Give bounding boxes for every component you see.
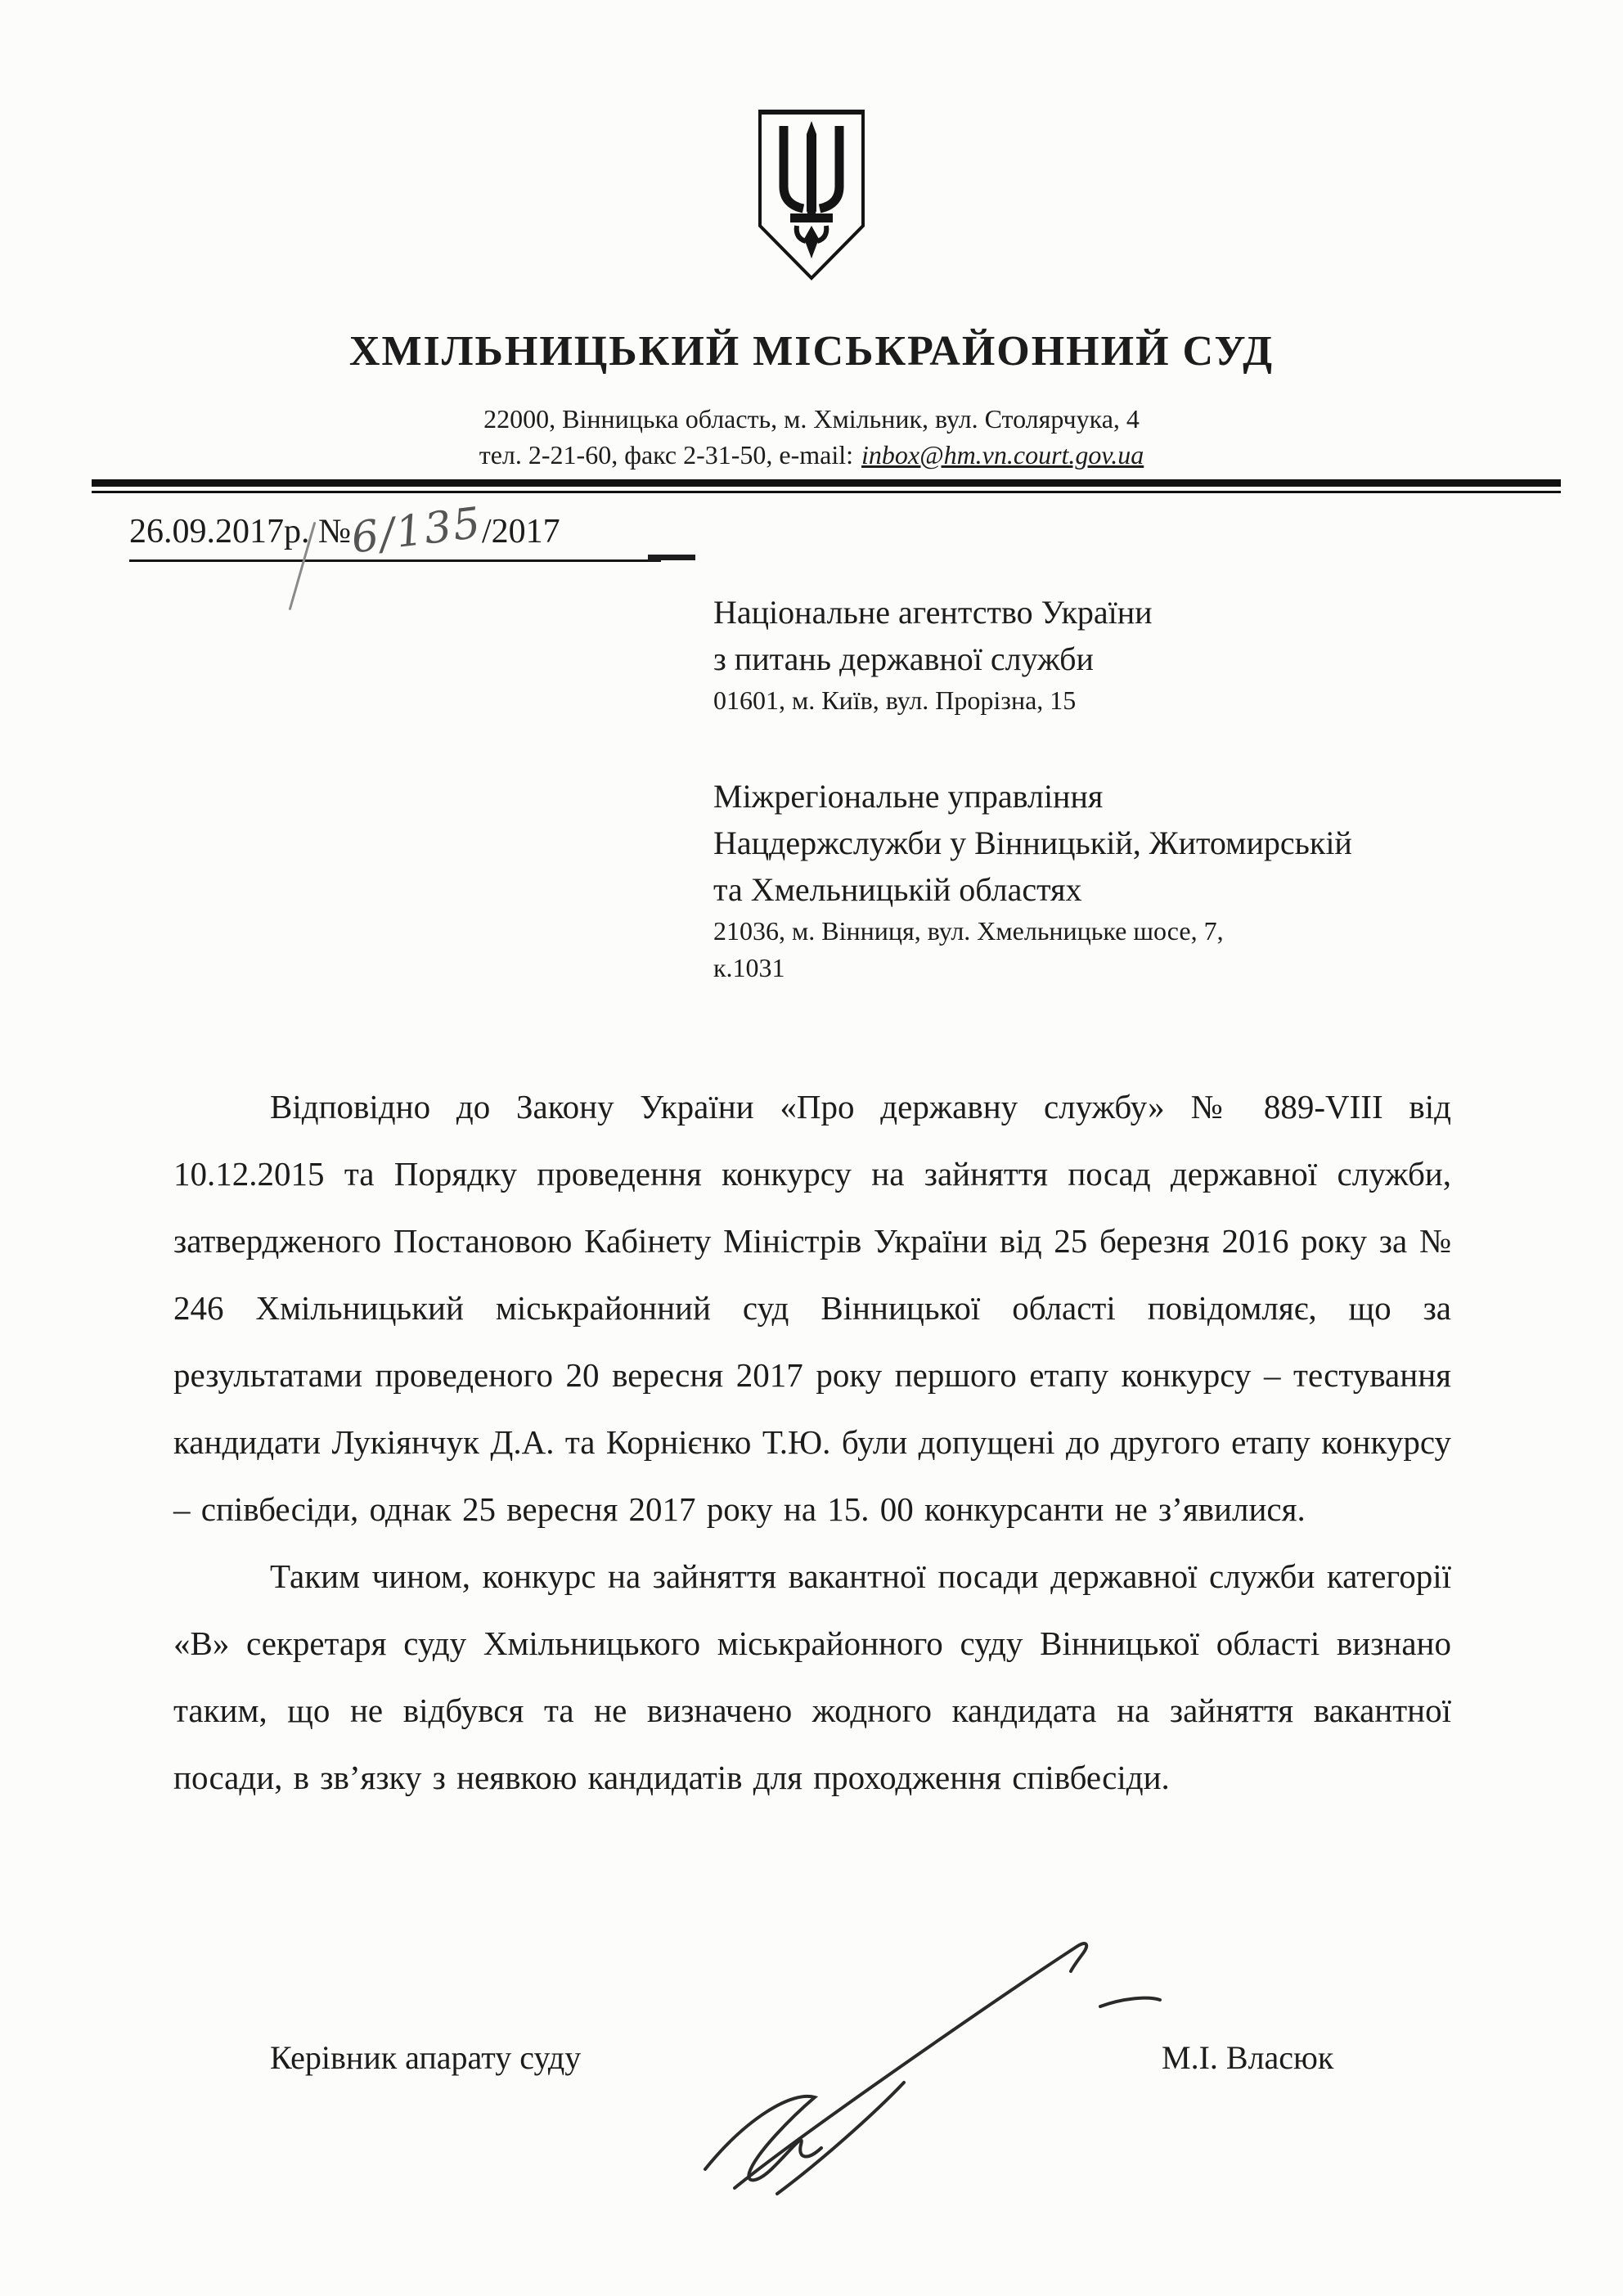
reference-year: /2017	[481, 513, 560, 550]
reference-date: 26.09.2017р. №	[129, 513, 352, 550]
body-paragraph-2: Таким чином, конкурс на зайняття вакантної посади державної служби категорії «В» секретаря суду Хмільницького міськрайонного суду Вінницької області визнано таким, що не відбувся та не визначено жодного кандидата на зайняття вакантної посади, в зв’язку з неявкою кандидатів для проходження співбесіди.	[173, 1557, 1451, 1796]
ukraine-trident-emblem-icon	[754, 106, 869, 283]
signatory-position: Керівник апарату суду	[270, 2039, 582, 2076]
recipient-line: Національне агентство України	[713, 594, 1153, 631]
recipient-line: з питань державної служби	[713, 640, 1094, 677]
letter-body	[173, 1073, 1451, 1811]
recipient-address-line: 01601, м. Київ, вул. Прорізна, 15	[713, 685, 1077, 715]
letterhead-phone-fax: тел. 2-21-60, факс 2-31-50, e-mail:	[479, 440, 854, 470]
recipients-block	[713, 589, 1352, 986]
letterhead-address: 22000, Вінницька область, м. Хмільник, вул. Столярчука, 4	[483, 404, 1140, 434]
recipient-line: Нацдержслужби у Вінницькій, Житомирській	[713, 824, 1352, 861]
reference-number-handwritten: 6/135	[348, 498, 485, 564]
letterhead-email: inbox@hm.vn.court.gov.ua	[861, 440, 1144, 470]
header-rule-thick	[92, 479, 1561, 487]
reference-underline-end	[648, 555, 695, 560]
reference-line	[129, 498, 661, 564]
signatory-name: М.І. Власюк	[1162, 2039, 1334, 2076]
recipient-address-line: к.1031	[713, 953, 785, 982]
handwritten-signature-icon	[654, 1922, 1178, 2208]
recipient-line: та Хмельницькій областях	[713, 871, 1082, 908]
header-rule-thin	[92, 491, 1561, 493]
letterhead-contacts	[0, 440, 1623, 470]
body-paragraph-1: Відповідно до Закону України «Про державну службу» № 889-VIII від 10.12.2015 та Порядку проведення конкурсу на зайняття посад державної служби, затвердженого Постановою Кабінету Міністрів України від 25 березня 2016 року за № 246 Хмільницький міськрайонний суд Вінницької області повідомляє, що за результатами проведеного 20 вересня 2017 року першого етапу конкурсу – тестування кандидати Лукіянчук Д.А. та Корнієнко Т.Ю. були допущені до другого етапу конкурсу – співбесіди, однак 25 вересня 2017 року на 15. 00 конкурсанти не з’явилися.	[173, 1088, 1451, 1528]
recipient-line: Міжрегіональне управління	[713, 778, 1104, 815]
recipient-national-agency	[713, 589, 1352, 719]
recipient-interregional-office	[713, 773, 1352, 986]
court-name-title: ХМІЛЬНИЦЬКИЙ МІСЬКРАЙОННИЙ СУД	[348, 328, 1275, 375]
recipient-address-line: 21036, м. Вінниця, вул. Хмельницьке шосе, 7,	[713, 916, 1224, 946]
